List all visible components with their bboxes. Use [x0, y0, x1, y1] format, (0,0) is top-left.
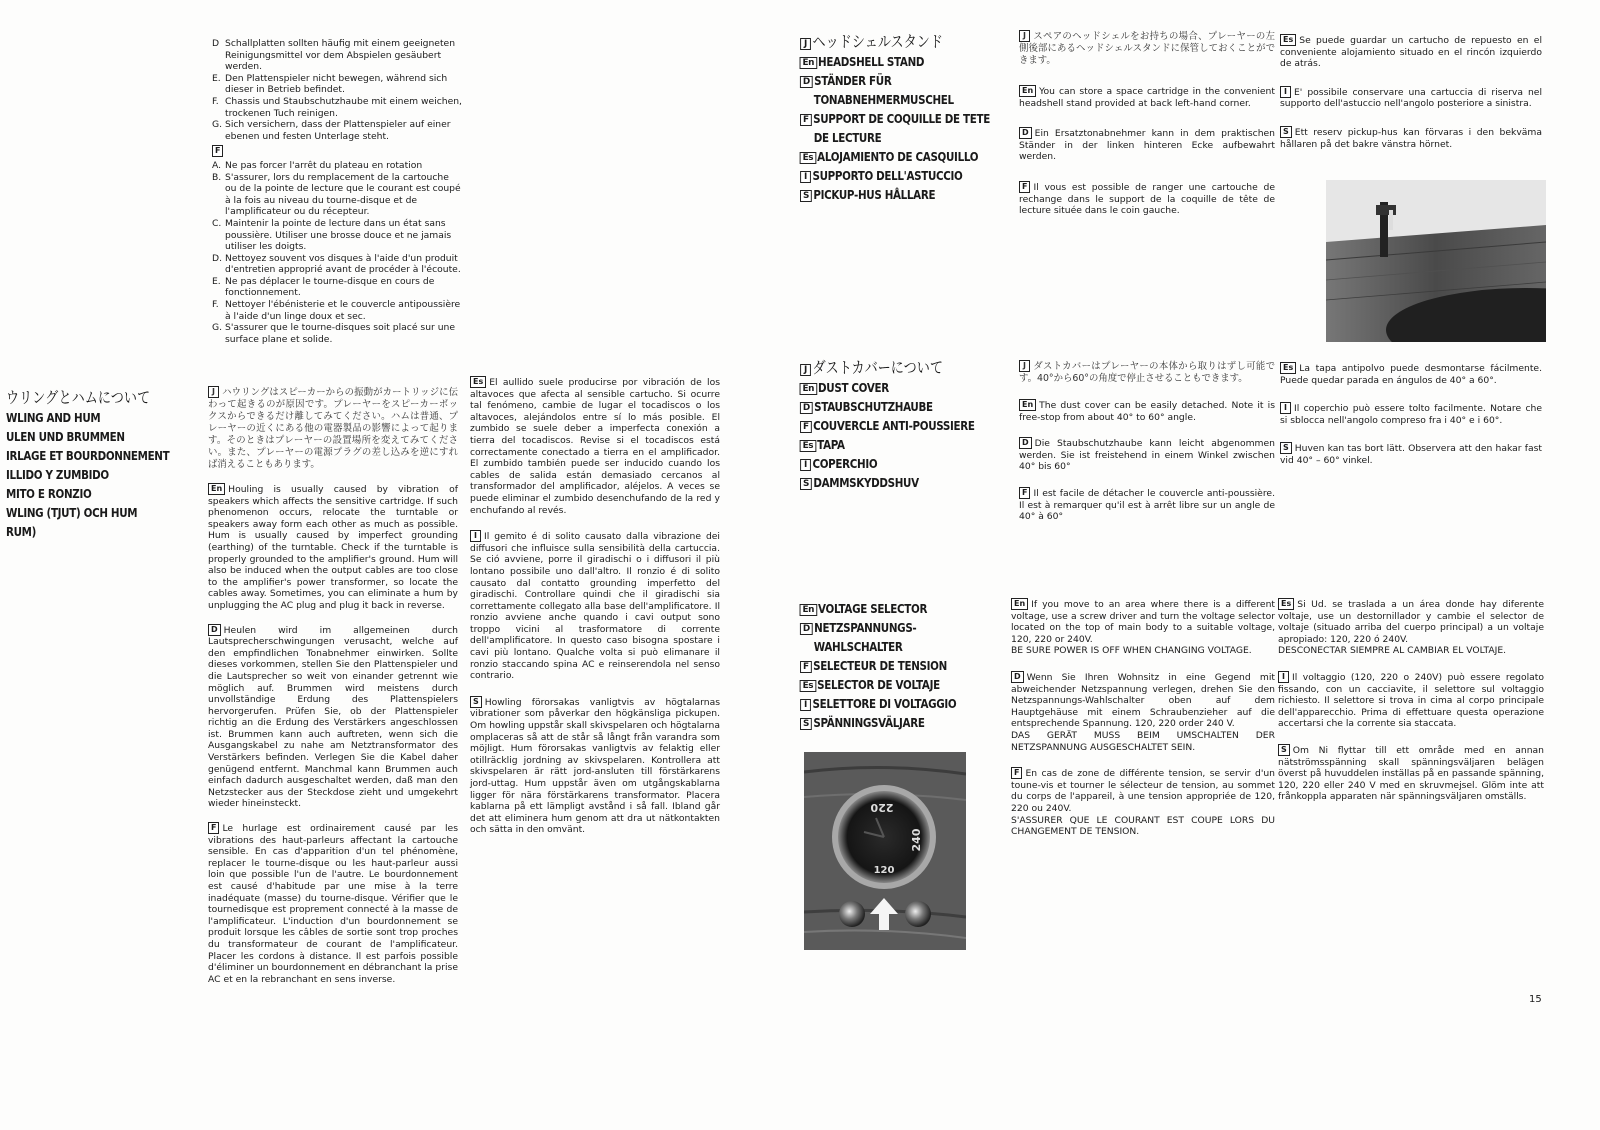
heading-row — [801, 397, 975, 416]
heading-row — [801, 618, 956, 637]
list-letter: B. — [212, 171, 222, 183]
language-badge: F — [800, 661, 812, 673]
paragraph-text: E' possibile conservare una cartuccia di riserva nel supporto dell'astuccio nell'angolo posteriore a sinistra. — [1280, 86, 1542, 110]
caution-text: S'ASSURER QUE LE COURANT EST COUPE LORS DU CHANGEMENT DE TENSION. — [1011, 814, 1275, 838]
list-item — [212, 119, 462, 142]
heading-text: ILLIDO Y ZUMBIDO — [6, 467, 109, 482]
language-badge: I — [1278, 671, 1289, 683]
howling-col-3 — [470, 376, 720, 850]
language-badge: J — [208, 386, 219, 398]
heading-text: MITO E RONZIO — [6, 486, 92, 501]
paragraph-text: Om Ni flyttar till ett område med en annan nätströmsspänning skall spänningsväljaren belägen överst på huvuddelen inställas på en passande spänning, 120, 220 eller 240 V med en skruvmejsel. Glöm inte att frånkoppla apparaten när spänningsväljaren omställs. — [1278, 744, 1544, 803]
heading-row — [801, 656, 956, 675]
paragraph — [1011, 598, 1275, 657]
language-badge: S — [1278, 744, 1290, 756]
heading-text: DUST COVER — [818, 380, 889, 395]
caution-text: DESCONECTAR SIEMPRE AL CAMBIAR EL VOLTAJE. — [1278, 645, 1507, 657]
page-number: 15 — [1529, 994, 1542, 1005]
language-badge: En — [1019, 399, 1036, 411]
headshell-col-2 — [1019, 30, 1275, 235]
paragraph — [1019, 399, 1275, 423]
language-badge: D — [800, 623, 813, 635]
list-letter: D. — [212, 252, 222, 264]
list-text: S'assurer, lors du remplacement de la cartouche ou de la pointe de lecture que le courant est coupé à la fois au niveau du tourne-disque et de l'amplificateur ou du récepteur. — [225, 171, 461, 218]
list-text: S'assurer que le tourne-disques soit placé sur une surface plane et solide. — [225, 322, 456, 345]
list-text: Nettoyer l'ébénisterie et le couvercle antipoussière à l'aide d'un linge doux et sec. — [225, 299, 461, 322]
language-badge: En — [1011, 598, 1028, 610]
language-badge: Es — [800, 680, 816, 692]
heading-row — [6, 503, 169, 522]
heading-row — [801, 694, 956, 713]
language-badge: F — [208, 822, 219, 834]
dust-cover-headings — [801, 358, 975, 492]
paragraph-text: La tapa antipolvo puede desmontarse fácilmente. Puede quedar parada en ángulos de 40° a 60°. — [1280, 363, 1542, 386]
dust-cover-col-2 — [1019, 360, 1275, 537]
paragraph-text: En cas de zone de différente tension, se servir d'un toune-vis et tourner le sélecteur de tension, au sommet du corps de l'appareil, à une tension appropriée de 120, 220 ou 240V. — [1011, 768, 1275, 814]
heading-text: VOLTAGE SELECTOR — [818, 601, 928, 616]
list-item — [212, 160, 462, 172]
language-badge: J — [1019, 360, 1030, 372]
voltage-headings — [801, 599, 956, 732]
howling-headings — [6, 388, 169, 541]
heading-row — [6, 427, 169, 446]
paragraph — [470, 376, 720, 516]
language-badge: D — [208, 624, 221, 636]
heading-text: ウリングとハムについて — [6, 388, 151, 407]
paragraph-text: ハウリングはスピーカーからの振動がカートリッジに伝わって起きるのが原因です。プレーヤーをスピーカーボックスからできるだけ離してみてください。ハムは普通、プレーヤーの近くにある他の電器製品の影響によって起ります。そのときはプレーヤーの設置場所を変えてみてください。また、プレーヤーの電源プラグの差し込みを逆にすれば消えることもあります。 — [208, 387, 458, 470]
language-badge: En — [800, 383, 817, 395]
paragraph-text: Il coperchio può essere tolto facilmente. Notare che si sblocca nell'angolo compreso fra i 40° e i 60°. — [1280, 403, 1542, 426]
paragraph — [1019, 360, 1275, 385]
list-item — [212, 322, 462, 345]
language-badge: S — [800, 718, 812, 730]
heading-text: SELETTORE DI VOLTAGGIO — [812, 696, 957, 711]
list-letter: F. — [212, 299, 219, 311]
list-text: Ne pas déplacer le tourne-disque en cours de fonctionnement. — [225, 275, 435, 299]
language-badge: J — [1019, 30, 1030, 42]
language-badge: F — [800, 114, 812, 126]
list-letter: D — [212, 38, 220, 49]
language-badge: Es — [800, 152, 816, 164]
language-badge: Es — [800, 440, 816, 452]
heading-row — [801, 637, 956, 656]
heading-text: COPERCHIO — [812, 456, 878, 471]
list-text: Den Plattenspieler nicht bewegen, während sich dieser in Betrieb befindet. — [225, 72, 448, 96]
headshell-headings — [801, 32, 990, 204]
heading-row — [801, 599, 956, 618]
headshell-col-3 — [1280, 34, 1542, 166]
heading-text: SELECTOR DE VOLTAJE — [817, 677, 940, 692]
list-text: Chassis und Staubschutzhaube mit einem weichen, trockenen Tuch reinigen. — [225, 95, 462, 119]
paragraph-text: Heulen wird im allgemeinen durch Lautsprecherschwingungen verusacht, welche auf den empfindlichen Tonabnehmer einwirken. Sollte dieses vorkommen, stellen Sie den Plattenspieler und die Lautsprecher so weit von einander getrennt wie möglich auf. Brummen wird meistens durch unvollständige Erdung des Plattenspielers hervorgerufen. Prüfen Sie, ob der Plattenspieler richtig an die Erdung des Verstärkers angeschlossen ist. Brummen kann auch auftreten, wenn sich die Ausgangskabel zu nahe am Netztransformator des Verstärkers befinden. Verlegen Sie die Kabel daher genügend entfernt. Manchmal kann Brummen auch einfach dadurch ausgeschaltet werden, daß man den Netzstecker aus der Steckdose zieht und umgekehrt wieder hineinsteckt. — [208, 624, 458, 810]
voltage-col-2 — [1011, 598, 1275, 852]
left-page — [0, 0, 785, 1130]
heading-row — [801, 675, 956, 694]
language-badge: I — [470, 530, 481, 542]
list-item — [212, 73, 462, 96]
heading-row — [801, 185, 990, 204]
language-badge: S — [800, 478, 812, 490]
paragraph — [1019, 127, 1275, 163]
paragraph-text: ダストカバーはプレーヤーの本体から取りはずし可能です。40°から60°の角度で停止させることもできます。 — [1019, 361, 1275, 384]
heading-row — [801, 147, 990, 166]
list-item — [212, 96, 462, 119]
list-letter: G. — [212, 322, 223, 334]
language-badge: D — [800, 402, 813, 414]
paragraph — [1280, 362, 1542, 386]
heading-text: WLING AND HUM — [6, 410, 101, 425]
howling-col-2 — [208, 386, 458, 997]
heading-text: ULEN UND BRUMMEN — [6, 429, 125, 444]
heading-row — [6, 408, 169, 427]
heading-row — [6, 446, 169, 465]
language-badge: Es — [1278, 598, 1294, 610]
paragraph-text: Howling förorsakas vanligtvis av högtalarnas vibrationer som påverkar den högkänsliga pickupen. Om howling uppstår skall skivspelaren och högtalarna omplaceras så att de står så långt från varandra som möjligt. Hum förorsakas vanligtvis av felaktig eller otillräcklig jordning av skivspelaren. Kontrollera att skivspelaren är rätt jord-ansluten till förstärkarens jord-uttag. Hum uppstår även om utgångskablarna ligger för nära förstärkarens transformator. Placera kablarna på ett lämpligt avstånd i så fall. Ibland går det att eliminera hum genom att dra ut nätkontakten och sätta in den omvänt. — [470, 696, 720, 836]
heading-row — [801, 109, 990, 128]
paragraph — [208, 822, 458, 985]
heading-text: SELECTEUR DE TENSION — [813, 658, 947, 673]
paragraph-text: Le hurlage est ordinairement causé par les vibrations des haut-parleurs affectant la cartouche sensible. En cas d'apparition d'un tel phénomène, replacer le tourne-disque ou les haut-parleur aussi loin que possible l'un de l'autre. Le bourdonnement est causé d'habitude par une mise à la terre inadéquate (masse) du tourne-disque. Vérifier que le tournedisque est proprement connecté à la masse de l'amplificateur. L'induction d'un bourdonnement se produit lorsque les câbles de sortie sont trop proches du transformateur de courant de l'amplificateur. Placer les cordons à distance. Il est parfois possible d'éliminer un bourdonnement en débranchant la prise AC et en la rebranchant en sens inverse. — [208, 823, 458, 985]
language-badge: En — [208, 483, 225, 495]
heading-text: ダストカバーについて — [812, 358, 944, 377]
paragraph — [1019, 487, 1275, 523]
list-letter: F. — [212, 95, 219, 107]
paragraph-text: El aullido suele producirse por vibración de los altavoces que afecta al sensible cartucho. Si ocurre tal fenómeno, cambie de lugar el tocadiscos o los altavoces, alejándolos entre sí lo más posible. El zumbido se suele deber a imperfecta conexión a tierra del tocadiscos. Revise si el tocadiscos está correctamente conectado a tierra en el amplificador. El zumbido también puede ser inducido cuando los cables de salida están demasiado cercanos al transformador del amplificador, aléjelos. A veces se puede eliminar el zumbido desenchufando de la red y enchufando al revés. — [470, 377, 720, 516]
heading-text: NETZSPANNUNGS- — [814, 620, 917, 635]
paragraph — [208, 386, 458, 471]
paragraph — [1019, 85, 1275, 109]
paragraph-text: Il voltaggio (120, 220 o 240V) può essere regolato fissando, con un cacciavite, il selettore sul voltaggio richiesto. Il selettore si trova in cima al corpo principale dell'apparecchio. Prima di effettuare questa operazione accertarsi che la corrente sia staccata. — [1278, 671, 1544, 730]
heading-row — [6, 465, 169, 484]
language-badge: S — [800, 190, 812, 202]
list-letter: E. — [212, 72, 221, 84]
paragraph-text: Houling is usually caused by vibration of speakers which affects the sensitive cartridge. If such phenomenon occurs, relocate the turntable or speakers away form each other as much as possible. Hum is usually caused by imperfect grounding (earthing) of the turntable. Check if the turntable is properly grounded to the amplifier's ground. Hum will also be induced when the output cables are too close to the amplifier's power transformer, so locate the cables away. Sometimes, you can eliminate a hum by unplugging the AC plug and plug it back in reverse. — [208, 484, 458, 611]
paragraph — [1280, 126, 1542, 150]
german-maintenance-list — [212, 38, 462, 142]
language-badge: En — [1019, 85, 1036, 97]
paragraph — [1280, 86, 1542, 110]
list-letter: C. — [212, 217, 222, 229]
heading-text: ヘッドシェルスタンド — [812, 32, 944, 51]
heading-row — [801, 416, 975, 435]
language-badge: I — [1280, 402, 1291, 414]
paragraph-text: Die Staubschutzhaube kann leicht abgenommen werden. Sie ist freistehend in einem Winkel zwischen 40° bis 60° — [1019, 438, 1275, 473]
language-badge-fr: F — [212, 145, 223, 157]
language-badge: F — [800, 421, 812, 433]
selector-label-240: 240 — [910, 828, 923, 852]
paragraph — [1278, 598, 1544, 657]
list-letter: A. — [212, 159, 222, 171]
heading-text: IRLAGE ET BOURDONNEMENT — [6, 448, 170, 463]
paragraph — [1280, 402, 1542, 426]
language-badge: S — [470, 696, 482, 708]
language-badge: F — [1019, 487, 1030, 499]
language-badge: S — [1280, 442, 1292, 454]
paragraph — [1019, 30, 1275, 67]
paragraph — [1278, 671, 1544, 730]
heading-row — [801, 32, 990, 52]
heading-text: SUPPORTO DELL'ASTUCCIO — [812, 168, 963, 183]
heading-row — [801, 90, 990, 109]
paragraph-text: Il gemito é di solito causato dalla vibrazione dei diffusori che influisce sulla sensibilità della cartuccia. Se ció avviene, porre il giradischi o i diffusori il più lontano possibile uno dall'altro. Il ronzio é di solito causato dal contatto grounding imperfetto del giradischi. Controllare quindi che il giradischi sia correttamente collegato alla base dell'amplificatore. Il ronzio avviene anche quando i cavi output sono troppo vicini al trasformatore di corrente dell'amplificatore. In questo caso bisogna spostare i cavi più lontano. Qualche volta si può elimanare il ronzio staccando spina AC e reinserendola nel senso contrario. — [470, 531, 720, 682]
list-text: Schallplatten sollten häufig mit einem geeigneten Reinigungsmittel vor dem Abspielen gesäubert werden. — [225, 38, 456, 73]
heading-text: WAHLSCHALTER — [813, 639, 903, 654]
paragraph-text: Se puede guardar un cartucho de repuesto en el conveniente alojamiento situado en el rincón izquierdo de atrás. — [1280, 35, 1542, 70]
language-badge: D — [800, 76, 813, 88]
language-badge: En — [800, 604, 817, 616]
list-item — [212, 172, 462, 218]
paragraph-text: Ein Ersatztonabnehmer kann in dem praktischen Ständer in der linken hinteren Ecke aufbewahrt werden. — [1019, 128, 1275, 163]
heading-text: SUPPORT DE COQUILLE DE TETE — [813, 111, 990, 126]
heading-text: WLING (TJUT) OCH HUM — [6, 505, 138, 520]
paragraph — [1011, 767, 1275, 838]
language-badge: I — [1280, 86, 1291, 98]
language-badge: J — [800, 38, 811, 50]
heading-row — [801, 473, 975, 492]
paragraph-text: Wenn Sie Ihren Wohnsitz in eine Gegend mit abweichender Netzspannung verlegen, drehen Sie den Netzspannungs-Wahlschalter oben auf dem Hauptgehäuse mit einem Schraubenzieher auf die entsprechende Spannung. 120, 220 order 240 V. — [1011, 671, 1275, 730]
paragraph — [208, 483, 458, 612]
heading-row — [801, 713, 956, 732]
heading-row — [6, 484, 169, 503]
paragraph — [1011, 671, 1275, 753]
list-letter: G. — [212, 119, 223, 131]
language-badge: I — [800, 699, 811, 711]
list-item — [212, 218, 462, 253]
list-item — [212, 276, 462, 299]
paragraph-text: Il est facile de détacher le couvercle anti-poussière. Il est à remarquer qu'il est à arrêt libre sur un angle de 40° à 60° — [1019, 487, 1275, 523]
dust-cover-col-3 — [1280, 362, 1542, 483]
heading-text: COUVERCLE ANTI-POUSSIERE — [813, 418, 975, 433]
heading-text: PICKUP-HUS HÅLLARE — [813, 187, 936, 202]
voltage-selector-photo — [804, 752, 966, 950]
heading-text: TAPA — [817, 437, 845, 452]
paragraph-text: Huven kan tas bort lätt. Observera att den hakar fast vid 40° – 60° vinkel. — [1280, 443, 1542, 466]
paragraph-text: The dust cover can be easily detached. Note it is free-stop from about 40° to 60° angle. — [1019, 400, 1275, 423]
heading-text: ALOJAMIENTO DE CASQUILLO — [817, 149, 979, 164]
french-maintenance-list — [212, 160, 462, 346]
language-badge: D — [1019, 437, 1032, 449]
list-item — [212, 38, 462, 73]
language-badge: D — [1019, 127, 1032, 139]
heading-text: SPÄNNINGSVÄLJARE — [813, 715, 925, 730]
language-badge: Es — [1280, 34, 1296, 46]
paragraph-text: Il vous est possible de ranger une cartouche de rechange dans le support de la coquille de tête de lecture située dans le coin gauche. — [1019, 181, 1275, 217]
language-badge: F — [1011, 767, 1022, 779]
paragraph-text: スペアのヘッドシェルをお持ちの場合、プレーヤーの左側後部にあるヘッドシェルスタンドに保管しておくことができます。 — [1019, 31, 1275, 66]
paragraph-text: Ett reserv pickup-hus kan förvaras i den bekväma hållaren på det bakre vänstra hörnet. — [1280, 126, 1542, 150]
list-item — [212, 253, 462, 276]
language-badge: J — [800, 364, 811, 376]
heading-row — [801, 454, 975, 473]
right-page — [785, 0, 1600, 1130]
heading-row — [801, 71, 990, 90]
paragraph — [1278, 744, 1544, 803]
caution-text: DAS GERÄT MUSS BEIM UMSCHALTEN DER NETZSPANNUNG AUSGESCHALTET SEIN. — [1011, 729, 1275, 753]
maintenance-lists — [212, 38, 462, 345]
caution-text: BE SURE POWER IS OFF WHEN CHANGING VOLTAGE. — [1011, 645, 1252, 657]
heading-text: DAMMSKYDDSHUV — [813, 475, 919, 490]
paragraph — [470, 530, 720, 682]
language-badge: D — [1011, 671, 1024, 683]
paragraph-text: Si Ud. se traslada a un área donde hay diferente voltaje, use un destornillador y cambie el selector de voltaje (situado arriba del cuerpo principal) a un voltaje apropiado: 120, 220 ó 240V. — [1278, 599, 1544, 645]
list-text: Maintenir la pointe de lecture dans un état sans poussière. Utiliser une brosse douce et ne jamais utiliser les doigts. — [225, 217, 452, 253]
heading-row — [801, 378, 975, 397]
selector-label-220: 220 — [870, 801, 894, 814]
selector-label-120: 120 — [873, 865, 895, 876]
voltage-col-3 — [1278, 598, 1544, 817]
paragraph-text: If you move to an area where there is a different voltage, use a screw driver and turn the voltage selector located on the top of main body to a suitable voltage, 120, 220 or 240V. — [1011, 599, 1275, 645]
paragraph — [1019, 181, 1275, 217]
paragraph — [208, 624, 458, 811]
heading-row — [801, 128, 990, 147]
heading-row — [801, 52, 990, 71]
paragraph — [1280, 442, 1542, 466]
headshell-stand-photo — [1326, 180, 1546, 342]
paragraph — [1019, 437, 1275, 473]
list-letter: E. — [212, 275, 221, 287]
list-text: Nettoyez souvent vos disques à l'aide d'un produit d'entretien approprié avant de procéder à l'écoute. — [225, 252, 461, 276]
heading-row — [801, 358, 975, 378]
heading-text: HEADSHELL STAND — [818, 54, 925, 69]
heading-row — [6, 522, 169, 541]
paragraph-text: You can store a space cartridge in the convenient headshell stand provided at back left-hand corner. — [1019, 86, 1275, 109]
heading-text: TONABNEHMERMUSCHEL — [813, 92, 954, 107]
language-badge: F — [1019, 181, 1030, 193]
heading-row — [6, 388, 169, 408]
heading-text: STÄNDER FÜR — [814, 73, 892, 88]
paragraph — [470, 696, 720, 836]
heading-row — [801, 435, 975, 454]
language-badge: I — [800, 459, 811, 471]
list-text: Sich versichern, dass der Plattenspieler auf einer ebenen und festen Unterlage steht. — [225, 119, 451, 142]
paragraph — [1280, 34, 1542, 70]
language-badge: Es — [1280, 362, 1296, 374]
language-badge: I — [800, 171, 811, 183]
heading-row — [801, 166, 990, 185]
heading-text: STAUBSCHUTZHAUBE — [814, 399, 933, 414]
list-item — [212, 299, 462, 322]
heading-text: RUM) — [6, 524, 37, 539]
list-text: Ne pas forcer l'arrêt du plateau en rotation — [225, 159, 423, 171]
language-badge: Es — [470, 376, 486, 388]
language-badge: En — [800, 57, 817, 69]
heading-text: DE LECTURE — [813, 130, 882, 145]
language-badge: S — [1280, 126, 1292, 138]
